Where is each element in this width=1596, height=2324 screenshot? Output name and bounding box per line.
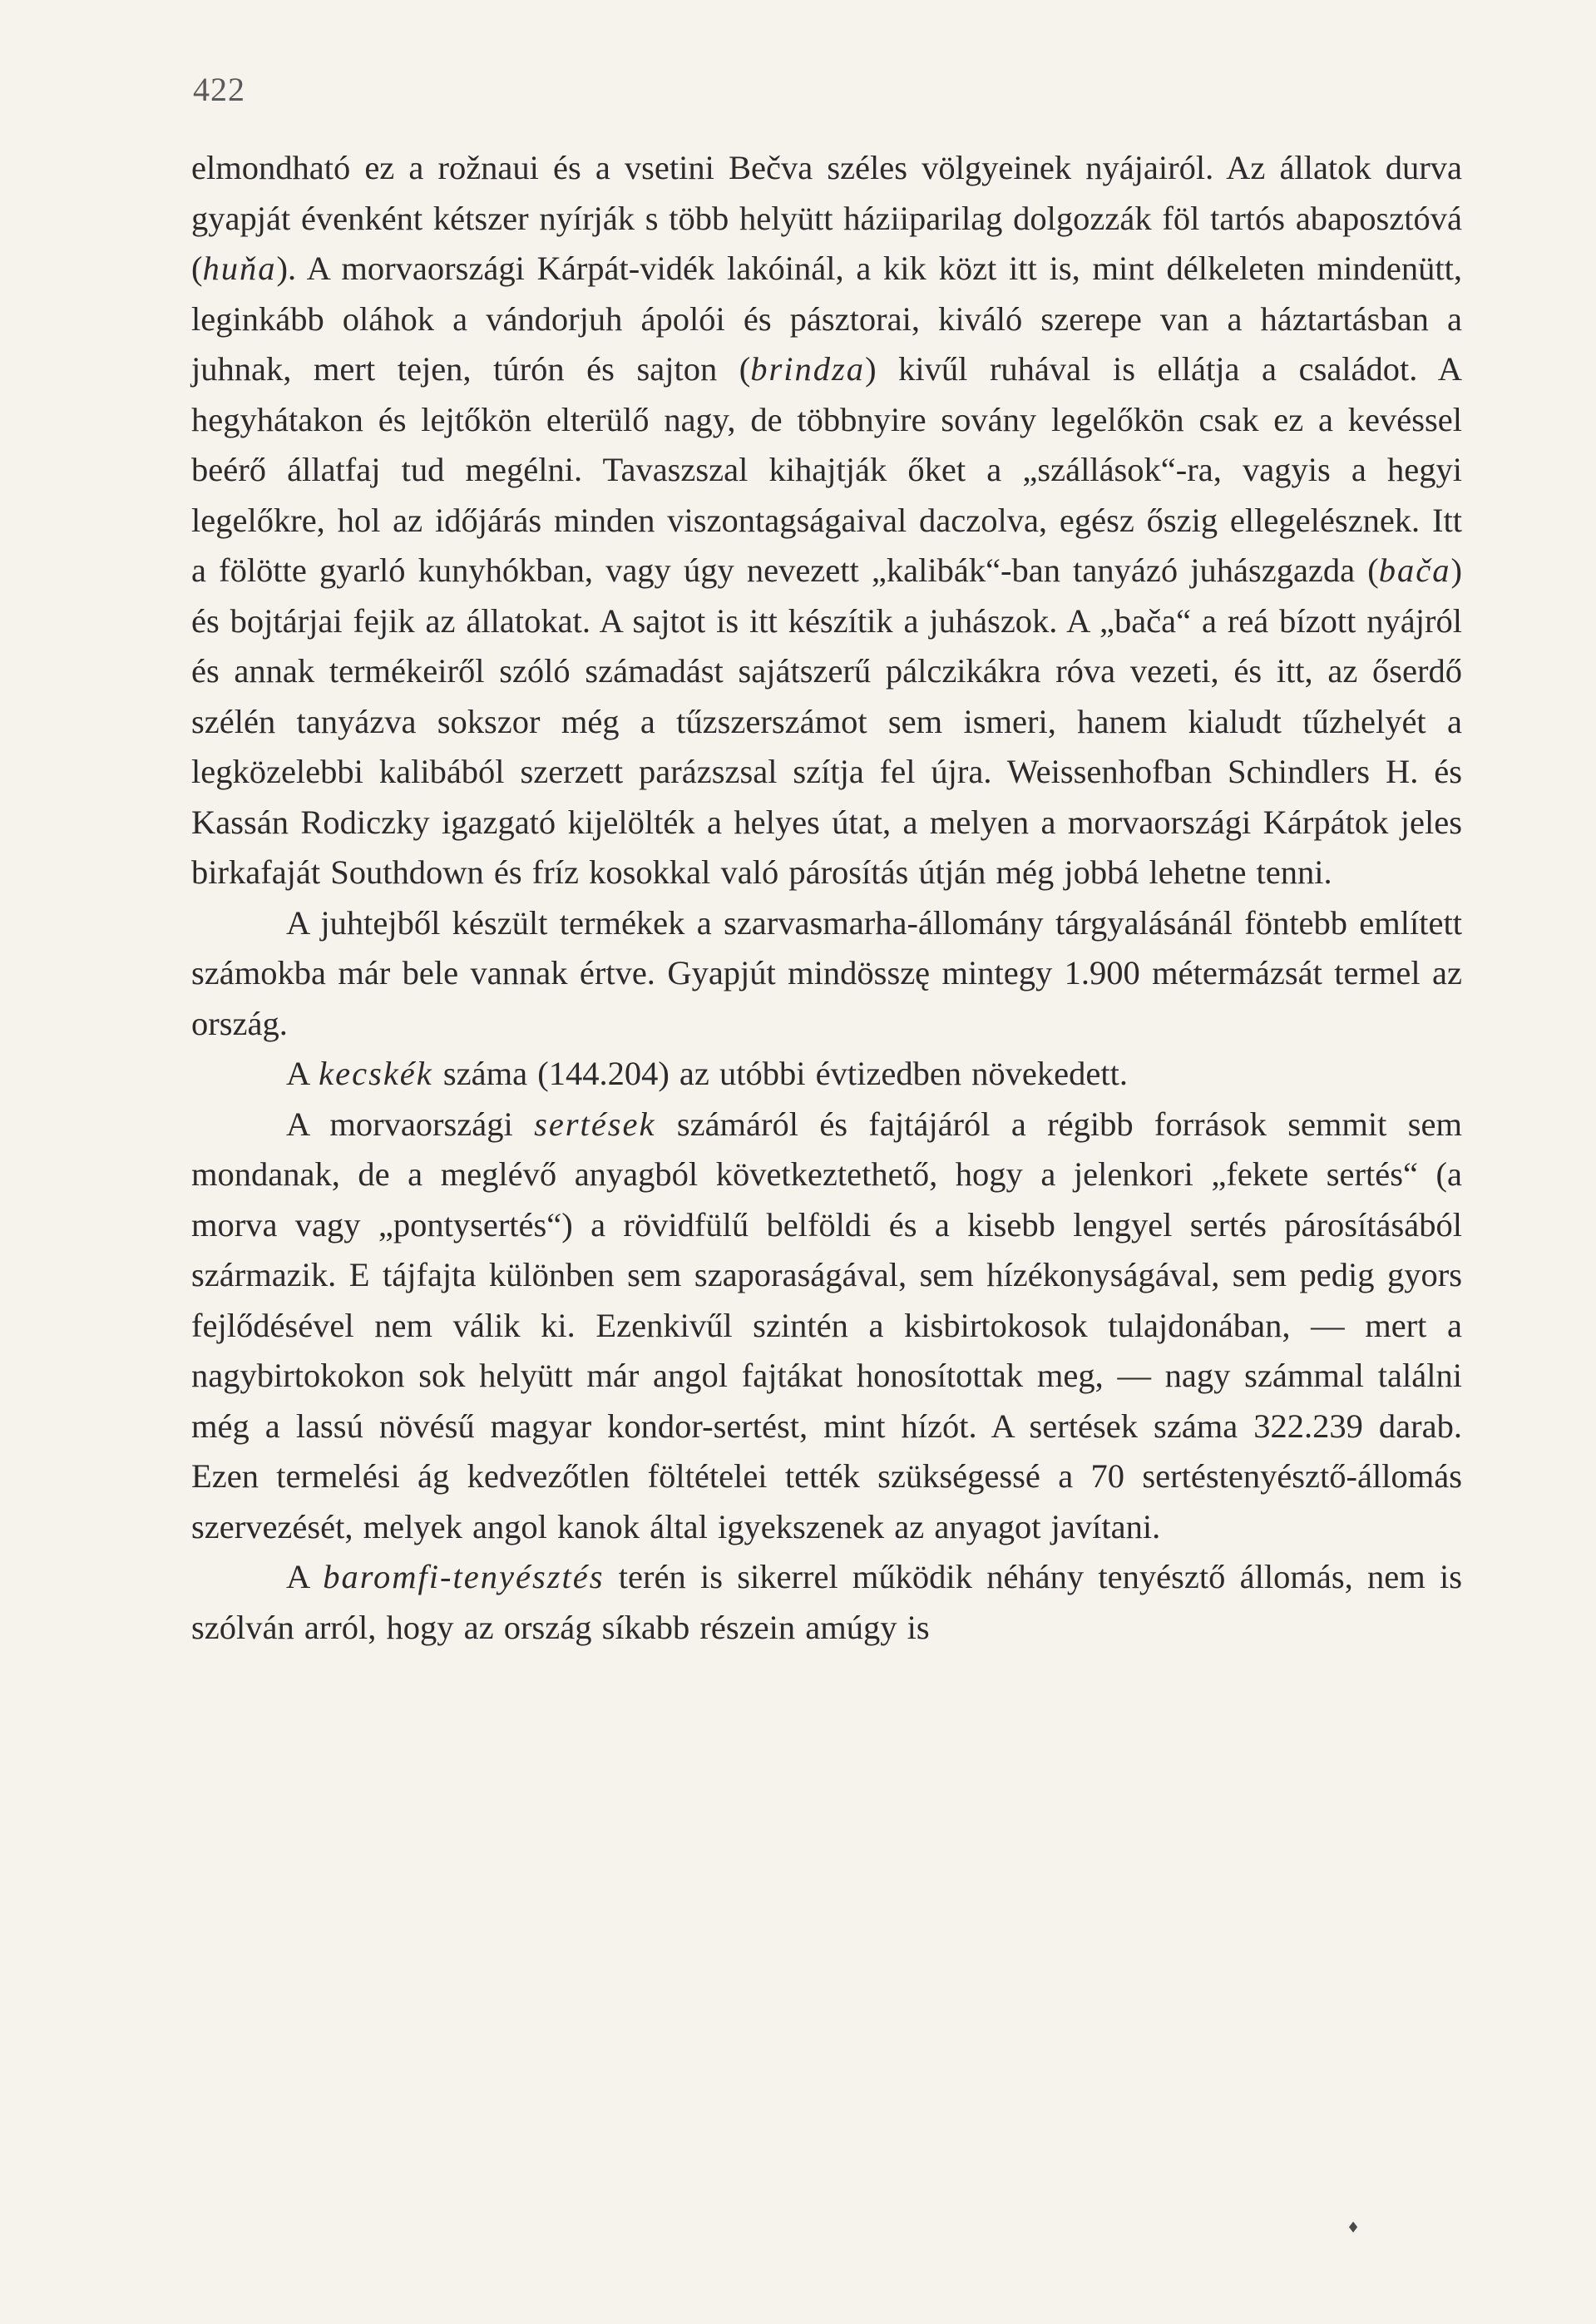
text-run: számáról és fajtájáról a régibb források semmit sem mondanak, de a meglévő anyagból következtethető, hogy a jelenkori „fekete sertés“ (a morva vagy „pontysertés“) a rövidfülű belföldi és a kisebb lengyel sertés párosításából származik. E tájfajta különben sem szaporaságával, sem hízékonyságával, sem pedig gyors fejlődésével nem válik ki. Ezenkivűl szintén a kisbirtokosok tulajdonában, — mert a nagybirtokokon sok helyütt már angol fajtákat honosítottak meg, — nagy számmal találni még a lassú növésű magyar kondor-sertést, mint hízót. A sertések száma 322.239 darab. Ezen termelési ág kedvezőtlen föltételei tették szükségessé a 70 sertéstenyésztő-állomás szervezését, melyek angol kanok által igyekszenek az anyagot javítani. <box>191 1105 1462 1545</box>
paragraph <box>191 1100 1462 1553</box>
italic-term: baromfi-tenyésztés <box>323 1558 605 1595</box>
paragraph <box>191 1049 1462 1100</box>
text-run: elmondható ez a rožnaui és a vsetini Bečva széles völgyeinek nyájairól. Az állatok durva gyapját évenként kétszer nyírják s több helyütt háziiparilag dolgozzák föl tartós abaposztóvá ( <box>191 149 1462 287</box>
text-run: A <box>286 1055 319 1092</box>
italic-term: bača <box>1378 551 1451 589</box>
paragraph <box>191 143 1462 898</box>
body-text <box>191 143 1462 1653</box>
text-run: A juhtejből készült termékek a szarvasmarha-állomány tárgyalásánál föntebb említett számokba már bele vannak értve. Gyapjút mindösszę mintegy 1.900 métermázsát termel az ország. <box>191 903 1462 1042</box>
text-run: ) kivűl ruhával is ellátja a családot. A hegyhátakon és lejtőkön elterülő nagy, de többnyire sovány legelőkön csak ez a kevéssel beérő állatfaj tud megélni. Tavaszszal kihajtják őket a „szállások“-ra, vagyis a hegyi legelőkre, hol az időjárás minden viszontagságaival daczolva, egész őszig ellegelésznek. Itt a fölötte gyarló kunyhókban, vagy úgy nevezett „kalibák“-ban tanyázó juhászgazda ( <box>191 350 1462 589</box>
italic-term: brindza <box>750 350 866 388</box>
italic-term: sertések <box>534 1105 656 1143</box>
text-run: terén is sikerrel működik néhány tenyésztő állomás, nem is szólván arról, hogy az ország síkabb részein amúgy is <box>191 1558 1462 1646</box>
italic-term: huňa <box>202 250 277 287</box>
italic-term: kecskék <box>319 1055 433 1092</box>
text-run: A <box>286 1558 324 1595</box>
page-number: 422 <box>193 71 245 108</box>
printer-mark: ♦ <box>1346 2219 1361 2237</box>
paragraph <box>191 1552 1462 1653</box>
text-run: ). A morvaországi Kárpát-vidék lakóinál, a kik közt itt is, mint délkeleten mindenütt, leginkább oláhok a vándorjuh ápolói és pásztorai, kiváló szerepe van a háztartásban a juhnak, mert tejen, túrón és sajton ( <box>191 250 1462 388</box>
text-run: ) és bojtárjai fejik az állatokat. A sajtot is itt készítik a juhászok. A „bača“ a reá bízott nyájról és annak termékeiről szóló számadást sajátszerű pálczikákra róva vezeti, és itt, az őserdő szélén tanyázva sokszor még a tűzszerszámot sem ismeri, hanem kialudt tűzhelyét a legközelebbi kalibából szerzett parázszsal szítja fel újra. Weissenhofban Schindlers H. és Kassán Rodiczky igazgató kijelölték a helyes útat, a melyen a morvaországi Kárpátok jeles birkafaját Southdown és fríz kosokkal való párosítás útján még jobbá lehetne tenni. <box>191 551 1462 891</box>
text-run: A morvaországi <box>286 1105 535 1143</box>
paragraph <box>191 898 1462 1050</box>
text-run: száma (144.204) az utóbbi évtizedben növekedett. <box>432 1055 1128 1092</box>
